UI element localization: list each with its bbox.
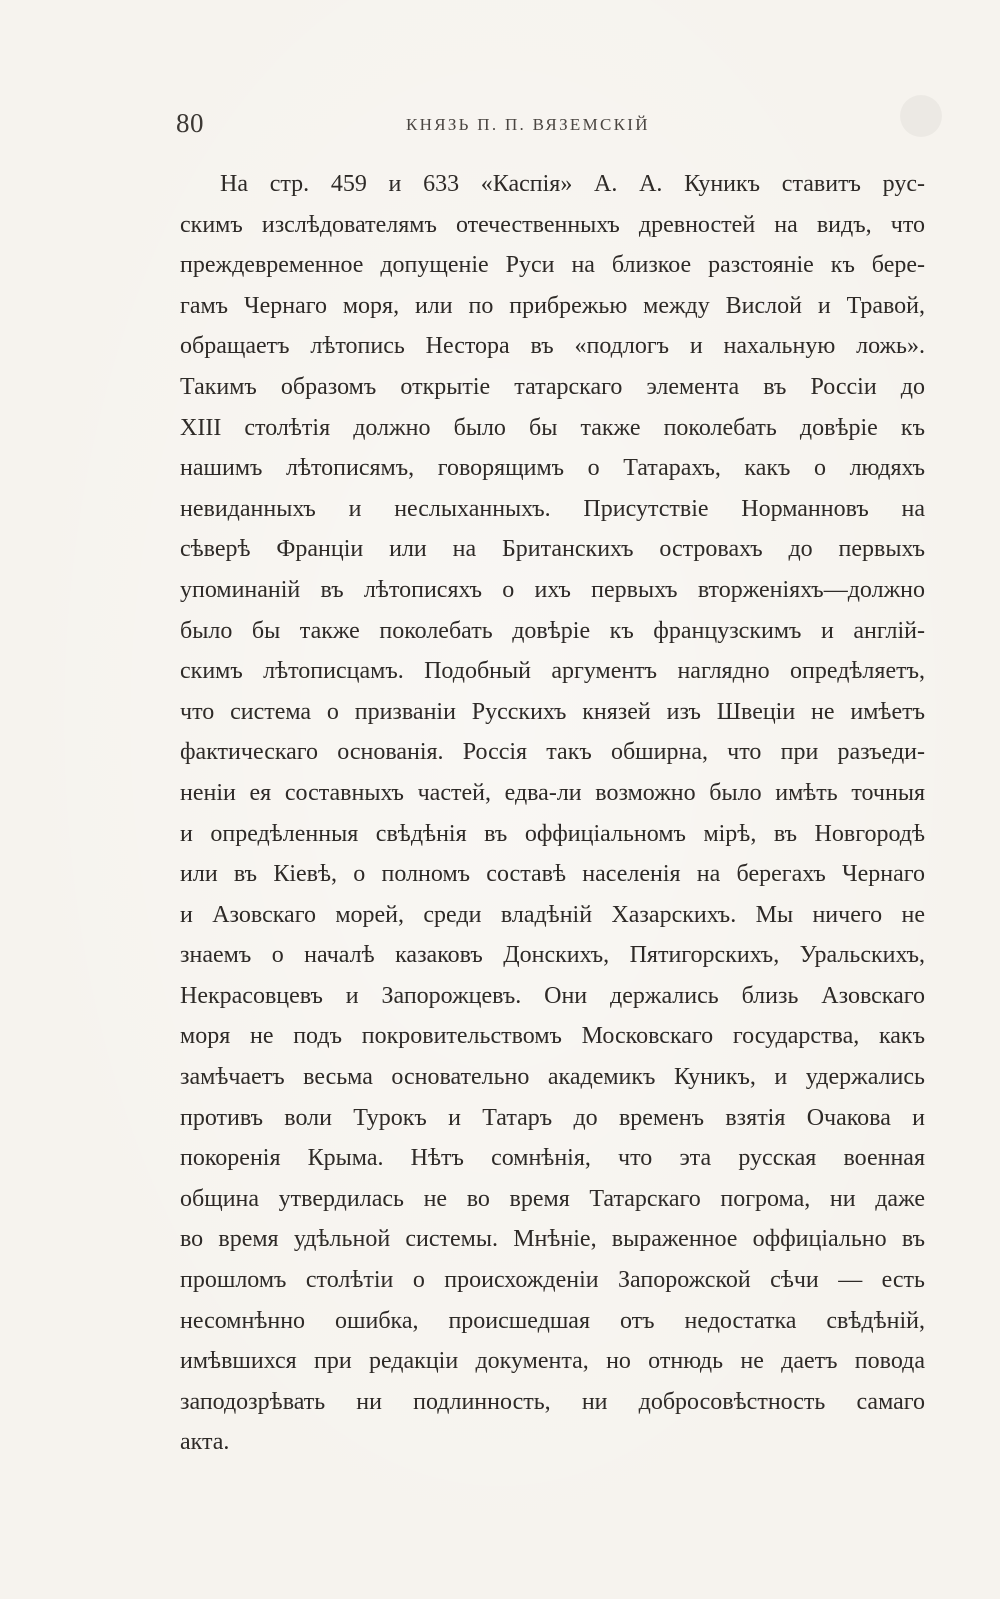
text-line: обращаетъ лѣтопись Нестора въ «подлогъ и нахальную ложь». xyxy=(180,333,925,360)
text-line: неніи ея составныхъ частей, едва-ли возможно было имѣть точныя xyxy=(180,779,925,806)
text-line: преждевременное допущеніе Руси на близкое разстояніе къ бере- xyxy=(180,252,925,279)
text-line: прошломъ столѣтіи о происхожденіи Запорожской сѣчи — есть xyxy=(180,1267,925,1294)
text-line: упоминаній въ лѣтописяхъ о ихъ первыхъ вторженіяхъ—должно xyxy=(180,576,925,603)
text-line: знаемъ о началѣ казаковъ Донскихъ, Пятигорскихъ, Уральскихъ, xyxy=(180,942,925,969)
text-line: Некрасовцевъ и Запорожцевъ. Они держались близь Азовскаго xyxy=(180,982,925,1009)
text-line: скимъ лѣтописцамъ. Подобный аргументъ наглядно опредѣляетъ, xyxy=(180,658,925,685)
text-line: фактическаго основанія. Россія такъ обширна, что при разъеди- xyxy=(180,739,925,766)
text-line: Такимъ образомъ открытіе татарскаго элемента въ Россіи до xyxy=(180,373,925,400)
text-line: моря не подъ покровительствомъ Московскаго государства, какъ xyxy=(180,1023,925,1050)
text-line: противъ воли Турокъ и Татаръ до временъ взятія Очакова и xyxy=(180,1104,925,1131)
text-line: заподозрѣвать ни подлинность, ни добросовѣстность самаго xyxy=(180,1388,925,1415)
text-line: и Азовскаго морей, среди владѣній Хазарскихъ. Мы ничего не xyxy=(180,901,925,928)
text-line: во время удѣльной системы. Мнѣніе, выраженное оффиціально въ xyxy=(180,1226,925,1253)
page-number: 80 xyxy=(176,108,204,138)
text-line: несомнѣнно ошибка, происшедшая отъ недостатка свѣдѣній, xyxy=(180,1307,925,1334)
text-line: гамъ Чернаго моря, или по прибрежью между Вислой и Травой, xyxy=(180,292,925,319)
text-line: что система о призваніи Русскихъ князей изъ Швеціи не имѣетъ xyxy=(180,698,925,725)
text-line: имѣвшихся при редакціи документа, но отнюдь не даетъ повода xyxy=(180,1348,925,1375)
text-line: сѣверѣ Франціи или на Британскихъ островахъ до первыхъ xyxy=(180,536,925,563)
text-line: или въ Кіевѣ, о полномъ составѣ населенія на берегахъ Чернаго xyxy=(180,861,925,888)
body-paragraph xyxy=(180,164,925,1463)
text-line: замѣчаетъ весьма основательно академикъ Куникъ, и удержались xyxy=(180,1064,925,1091)
text-line: нашимъ лѣтописямъ, говорящимъ о Татарахъ, какъ о людяхъ xyxy=(180,455,925,482)
text-line: акта. xyxy=(180,1429,230,1456)
text-line: скимъ изслѣдователямъ отечественныхъ древностей на видъ, что xyxy=(180,211,925,238)
text-line: община утвердилась не во время Татарскаго погрома, ни даже xyxy=(180,1185,925,1212)
text-line: XIII столѣтія должно было бы также поколебать довѣріе къ xyxy=(180,414,925,441)
text-line: было бы также поколебать довѣріе къ французскимъ и англій- xyxy=(180,617,925,644)
text-line: На стр. 459 и 633 «Каспія» А. А. Куникъ ставитъ рус- xyxy=(220,171,925,197)
text-line: покоренія Крыма. Нѣтъ сомнѣнія, что эта русская военная xyxy=(180,1145,925,1172)
running-title: КНЯЗЬ П. П. ВЯЗЕМСКІЙ xyxy=(406,115,650,134)
text-line: невиданныхъ и неслыханныхъ. Присутствіе Норманновъ на xyxy=(180,495,925,522)
text-line: и опредѣленныя свѣдѣнія въ оффиціальномъ мірѣ, въ Новгородѣ xyxy=(180,820,925,847)
running-head xyxy=(176,108,924,148)
